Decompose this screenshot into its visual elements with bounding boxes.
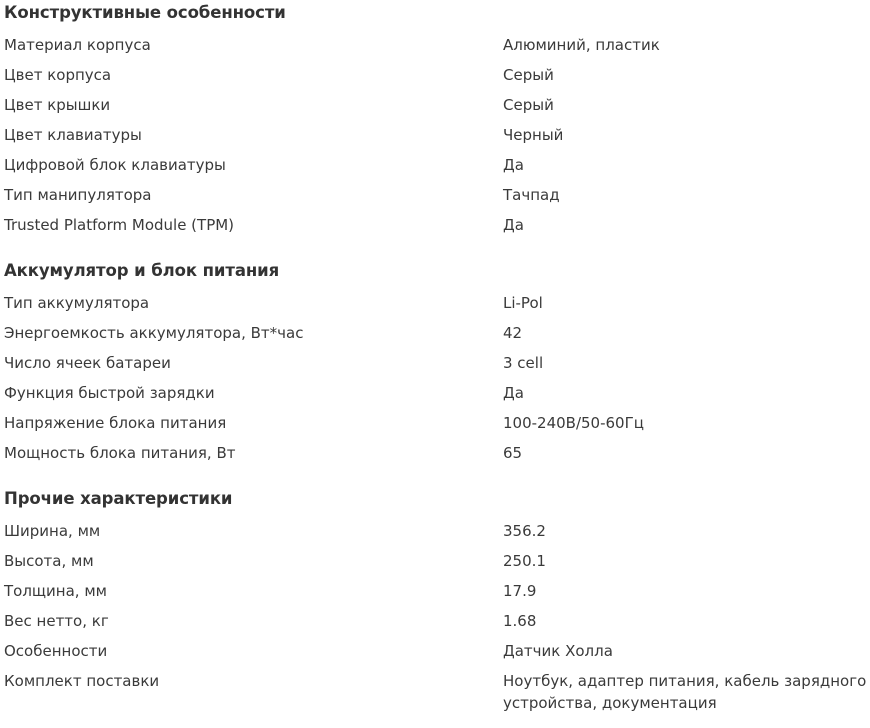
spec-value: Да (503, 216, 524, 234)
section-title: Прочие характеристики (4, 489, 233, 508)
spec-label: Цвет клавиатуры (4, 126, 142, 144)
spec-value: Ноутбук, адаптер питания, кабель зарядного устройства, документация (503, 672, 867, 712)
section-other (4, 486, 870, 714)
spec-label: Цифровой блок клавиатуры (4, 156, 226, 174)
spec-label: Ширина, мм (4, 522, 101, 540)
spec-rows (4, 516, 870, 714)
spec-value: Серый (503, 66, 554, 84)
spec-row-psu-voltage (4, 408, 870, 438)
spec-row-battery-type (4, 288, 870, 318)
spec-rows (4, 30, 870, 240)
spec-row-psu-power (4, 438, 870, 468)
section-battery-power (4, 258, 870, 468)
spec-value: Серый (503, 96, 554, 114)
spec-value: Черный (503, 126, 564, 144)
spec-row-thickness (4, 576, 870, 606)
spec-value: Li-Pol (503, 294, 543, 312)
spec-label: Материал корпуса (4, 36, 151, 54)
spec-row-tpm (4, 210, 870, 240)
spec-value: Датчик Холла (503, 642, 613, 660)
spec-value: 42 (503, 324, 523, 342)
spec-rows (4, 288, 870, 468)
section-design (4, 0, 870, 240)
spec-row-height (4, 546, 870, 576)
spec-label: Тип аккумулятора (4, 294, 150, 312)
spec-label: Мощность блока питания, Вт (4, 444, 236, 462)
spec-value: 100-240В/50-60Гц (503, 414, 644, 432)
spec-label: Толщина, мм (4, 582, 107, 600)
spec-label: Число ячеек батареи (4, 354, 171, 372)
section-title: Аккумулятор и блок питания (4, 261, 280, 280)
spec-value: Да (503, 384, 524, 402)
spec-label: Функция быстрой зарядки (4, 384, 215, 402)
spec-row-battery-capacity (4, 318, 870, 348)
spec-value: 356.2 (503, 522, 546, 540)
spec-value: 1.68 (503, 612, 537, 630)
spec-label: Цвет корпуса (4, 66, 112, 84)
spec-row-numpad (4, 150, 870, 180)
spec-value: Алюминий, пластик (503, 36, 660, 54)
spec-row-lid-color (4, 90, 870, 120)
spec-row-net-weight (4, 606, 870, 636)
spec-label: Высота, мм (4, 552, 94, 570)
spec-value: 250.1 (503, 552, 546, 570)
spec-label: Особенности (4, 642, 108, 660)
section-title: Конструктивные особенности (4, 3, 286, 22)
spec-label: Комплект поставки (4, 672, 160, 690)
spec-label: Энергоемкость аккумулятора, Вт*час (4, 324, 304, 342)
spec-value: Тачпад (503, 186, 560, 204)
spec-row-body-material (4, 30, 870, 60)
spec-label: Цвет крышки (4, 96, 111, 114)
spec-value: 17.9 (503, 582, 537, 600)
spec-value: 3 cell (503, 354, 544, 372)
spec-label: Напряжение блока питания (4, 414, 227, 432)
spec-row-pointing-device (4, 180, 870, 210)
spec-row-keyboard-color (4, 120, 870, 150)
spec-row-width (4, 516, 870, 546)
spec-label: Trusted Platform Module (TPM) (4, 216, 235, 234)
spec-label: Тип манипулятора (4, 186, 152, 204)
spec-row-battery-cells (4, 348, 870, 378)
spec-value: Да (503, 156, 524, 174)
spec-row-features (4, 636, 870, 666)
spec-row-package-contents (4, 666, 870, 714)
spec-row-fast-charge (4, 378, 870, 408)
spec-row-body-color (4, 60, 870, 90)
spec-label: Вес нетто, кг (4, 612, 109, 630)
spec-value: 65 (503, 444, 523, 462)
